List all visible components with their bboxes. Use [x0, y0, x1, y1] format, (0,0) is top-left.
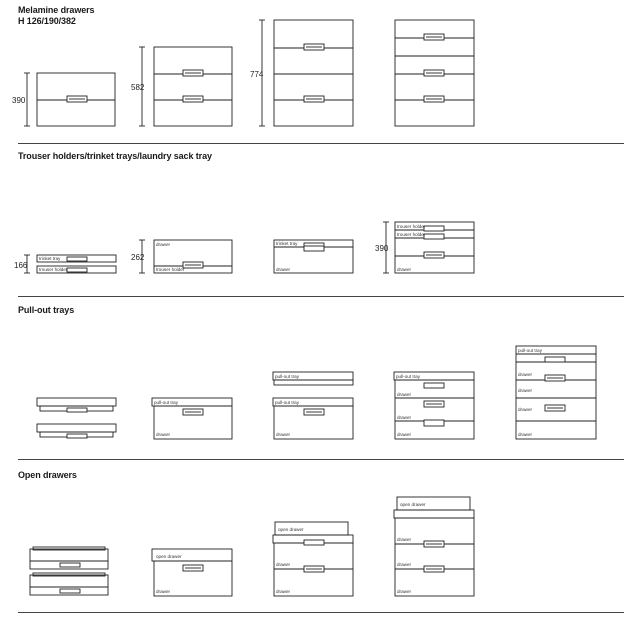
label-pullout-tray-p3b: pull-out tray [275, 400, 300, 405]
label-trinket-tray-3: trinket tray [276, 241, 298, 246]
label-drawer-p4a: drawer [397, 392, 412, 397]
section-title-pullout: Pull-out trays [18, 305, 75, 315]
label-drawer-p4b: drawer [397, 415, 412, 420]
melamine-unit-4 [395, 20, 474, 126]
open-unit-4 [394, 497, 474, 596]
label-drawer-p2: drawer [156, 432, 171, 437]
label-drawer-p4c: drawer [397, 432, 412, 437]
label-trouser-holder-4b: trouser holder [397, 232, 426, 237]
label-drawer-o4c: drawer [397, 589, 412, 594]
label-open-drawer-o3: open drawer [278, 527, 304, 532]
label-drawer-p5c: drawer [518, 407, 533, 412]
dimension-label-390-b: 390 [375, 244, 389, 253]
label-open-drawer-o4: open drawer [400, 502, 426, 507]
section-subtitle-melamine: H 126/190/382 [18, 16, 76, 26]
label-drawer-o2: drawer [156, 589, 171, 594]
label-trouser-holder-4a: trouser holder [397, 224, 426, 229]
label-drawer-o4a: drawer [397, 537, 412, 542]
label-drawer-p5b: drawer [518, 388, 533, 393]
label-drawer-o3a: drawer [276, 562, 291, 567]
melamine-unit-3 [274, 20, 353, 126]
label-drawer-t2: drawer [156, 242, 171, 247]
label-drawer-o3b: drawer [276, 589, 291, 594]
label-trinket-tray-1: trinket tray [39, 256, 61, 261]
open-unit-1 [30, 547, 108, 595]
section-title-open: Open drawers [18, 470, 77, 480]
label-drawer-p5a: drawer [518, 372, 533, 377]
dimension-label-774: 774 [250, 70, 264, 79]
label-open-drawer-o2: open drawer [156, 554, 182, 559]
open-unit-3 [273, 522, 353, 596]
dimension-label-390: 390 [12, 96, 26, 105]
pullout-unit-3 [273, 372, 353, 439]
label-drawer-p3: drawer [276, 432, 291, 437]
dimension-label-582: 582 [131, 83, 145, 92]
dimension-label-166: 166 [14, 261, 28, 270]
melamine-unit-2 [154, 47, 232, 126]
label-trouser-holder-2: trouser holder [156, 267, 185, 272]
label-drawer-p5d: drawer [518, 432, 533, 437]
label-drawer-o4b: drawer [397, 562, 412, 567]
label-drawer-t4: drawer [397, 267, 412, 272]
pullout-unit-4 [394, 372, 474, 439]
section-title-trouser: Trouser holders/trinket trays/laundry sack tray [18, 151, 212, 161]
label-trouser-holder-1: trouser holder [39, 267, 68, 272]
label-pullout-tray-p4: pull-out tray [396, 374, 421, 379]
label-pullout-tray-p3a: pull-out tray [275, 374, 300, 379]
label-pullout-tray-p5: pull-out tray [518, 348, 543, 353]
label-pullout-tray-p2: pull-out tray [154, 400, 179, 405]
pullout-unit-1 [37, 398, 116, 438]
dimension-label-262: 262 [131, 253, 145, 262]
label-drawer-t3: drawer [276, 267, 291, 272]
section-title-melamine: Melamine drawers [18, 5, 95, 15]
melamine-unit-1 [37, 73, 115, 126]
trouser-unit-4 [395, 222, 474, 273]
